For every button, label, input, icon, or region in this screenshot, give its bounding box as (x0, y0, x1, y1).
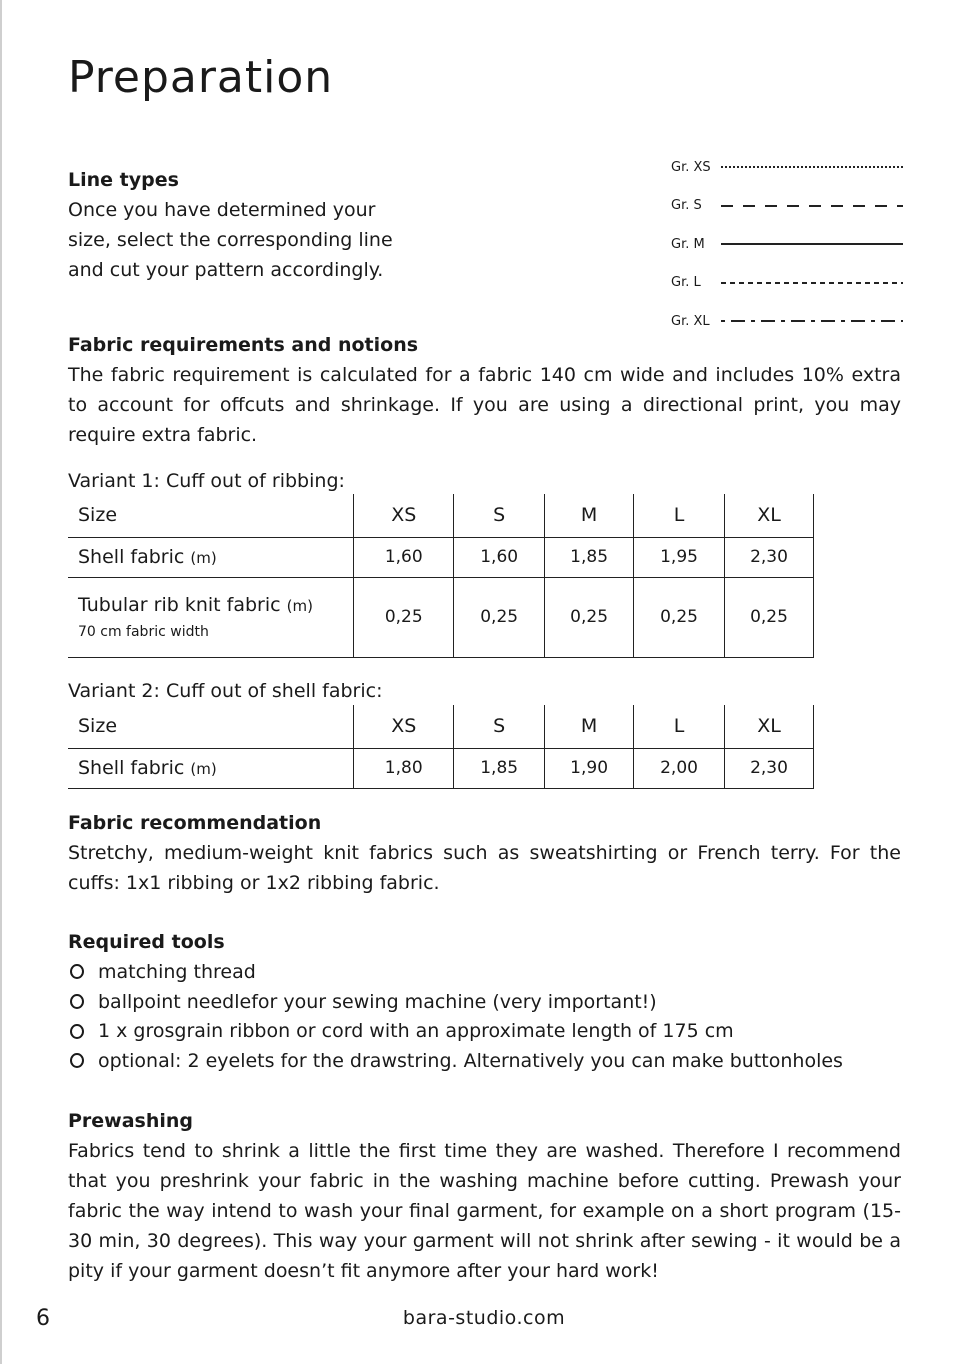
value-cell: 1,85 (454, 748, 545, 788)
prewashing-text: Fabrics tend to shrink a little the first time they are washed. Therefore I recommend that you preshrink your fabric in the washing machine before cutting. Prewash your fabric the way intend to wash your final garment, for example on a short program (15-30 min, 30 degrees). This way your garment will not shrink after sewing - it would be a pity if your garment doesn’t fit anymore after your hard work! (68, 1140, 901, 1282)
value-cell: 1,80 (354, 748, 454, 788)
list-item-text: 1 x grosgrain ribbon or cord with an approximate length of 175 cm (98, 1020, 734, 1043)
header-cell: Size (68, 494, 354, 537)
value-cell: 2,30 (725, 748, 814, 788)
header-cell: S (454, 705, 545, 748)
header-cell: XL (725, 494, 814, 537)
header-cell: M (545, 705, 634, 748)
row-label (68, 577, 354, 657)
legend-row-m (671, 225, 903, 264)
header-cell: XS (354, 494, 454, 537)
row-label (68, 537, 354, 577)
prewashing-heading: Prewashing (68, 1110, 194, 1132)
list-item (68, 987, 901, 1017)
circle-bullet-icon (70, 1053, 84, 1068)
legend-label: Gr. XS (671, 159, 711, 175)
circle-bullet-icon (70, 1024, 84, 1039)
value-cell: 1,90 (545, 748, 634, 788)
row-note: 70 cm fabric width (78, 624, 209, 640)
unit-label: (m) (190, 549, 217, 567)
circle-bullet-icon (70, 964, 84, 979)
dash-dot-line-sample (721, 320, 903, 322)
legend-label: Gr. M (671, 236, 705, 252)
legend-label: Gr. XL (671, 313, 710, 329)
required-tools-section (68, 927, 901, 1076)
legend-row-xs (671, 148, 903, 187)
dotted-line-sample (721, 166, 903, 168)
value-cell: 1,60 (354, 537, 454, 577)
value-cell: 0,25 (634, 577, 725, 657)
circle-bullet-icon (70, 994, 84, 1009)
fabric-requirements-section (68, 330, 901, 450)
solid-line-sample (721, 243, 903, 245)
value-cell: 1,60 (454, 537, 545, 577)
line-types-section (68, 165, 428, 285)
required-tools-heading: Required tools (68, 931, 225, 953)
table-header-row (68, 705, 814, 748)
list-item-text: matching thread (98, 960, 256, 983)
list-item (68, 1016, 901, 1046)
fine-dashed-line-sample (721, 282, 903, 284)
line-types-legend (671, 148, 903, 341)
value-cell: 2,00 (634, 748, 725, 788)
variant2-table (68, 705, 814, 789)
header-cell: M (545, 494, 634, 537)
variant1-caption: Variant 1: Cuff out of ribbing: (68, 470, 345, 492)
header-cell: S (454, 494, 545, 537)
fabric-recommendation-text: Stretchy, medium-weight knit fabrics such as sweatshirting or French terry. For the cuffs: 1x1 ribbing or 1x2 ribbing fabric. (68, 842, 901, 894)
legend-row-s (671, 187, 903, 226)
legend-row-l (671, 264, 903, 303)
table-row (68, 748, 814, 788)
fabric-requirements-heading: Fabric requirements and notions (68, 334, 419, 356)
unit-label: (m) (190, 760, 217, 778)
fabric-recommendation-section (68, 808, 901, 898)
dashed-line-sample (721, 205, 903, 207)
table-row (68, 577, 814, 657)
row-label-text: Tubular rib knit fabric (78, 594, 281, 616)
value-cell: 1,85 (545, 537, 634, 577)
legend-label: Gr. L (671, 275, 701, 291)
value-cell: 0,25 (725, 577, 814, 657)
table-row (68, 537, 814, 577)
tools-list (68, 957, 901, 1076)
header-cell: XL (725, 705, 814, 748)
fabric-requirements-text: The fabric requirement is calculated for a fabric 140 cm wide and includes 10% extra to account for offcuts and shrinkage. If you are using a directional print, you may require extra fabric. (68, 364, 901, 446)
list-item-text: ballpoint needlefor your sewing machine (very important!) (98, 990, 657, 1013)
value-cell: 0,25 (354, 577, 454, 657)
list-item-text: optional: 2 eyelets for the drawstring. Alternatively you can make buttonholes (98, 1049, 843, 1072)
page-title: Preparation (68, 52, 334, 103)
list-item (68, 1046, 901, 1076)
fabric-recommendation-heading: Fabric recommendation (68, 812, 322, 834)
line-types-heading: Line types (68, 169, 179, 191)
variant2-caption: Variant 2: Cuff out of shell fabric: (68, 680, 383, 702)
row-label (68, 748, 354, 788)
table-header-row (68, 494, 814, 537)
header-cell: L (634, 494, 725, 537)
legend-label: Gr. S (671, 198, 702, 214)
variant1-table (68, 494, 814, 658)
prewashing-section (68, 1106, 901, 1286)
header-cell: XS (354, 705, 454, 748)
value-cell: 1,95 (634, 537, 725, 577)
footer-website: bara-studio.com (402, 1307, 566, 1329)
row-label-text: Shell fabric (78, 757, 185, 779)
page-number: 6 (36, 1306, 50, 1331)
value-cell: 0,25 (454, 577, 545, 657)
line-types-text: Once you have determined your size, select the corresponding line and cut your pattern accordingly. (68, 199, 393, 281)
value-cell: 2,30 (725, 537, 814, 577)
row-label-text: Shell fabric (78, 546, 185, 568)
value-cell: 0,25 (545, 577, 634, 657)
list-item (68, 957, 901, 987)
unit-label: (m) (286, 597, 313, 615)
header-cell: Size (68, 705, 354, 748)
header-cell: L (634, 705, 725, 748)
